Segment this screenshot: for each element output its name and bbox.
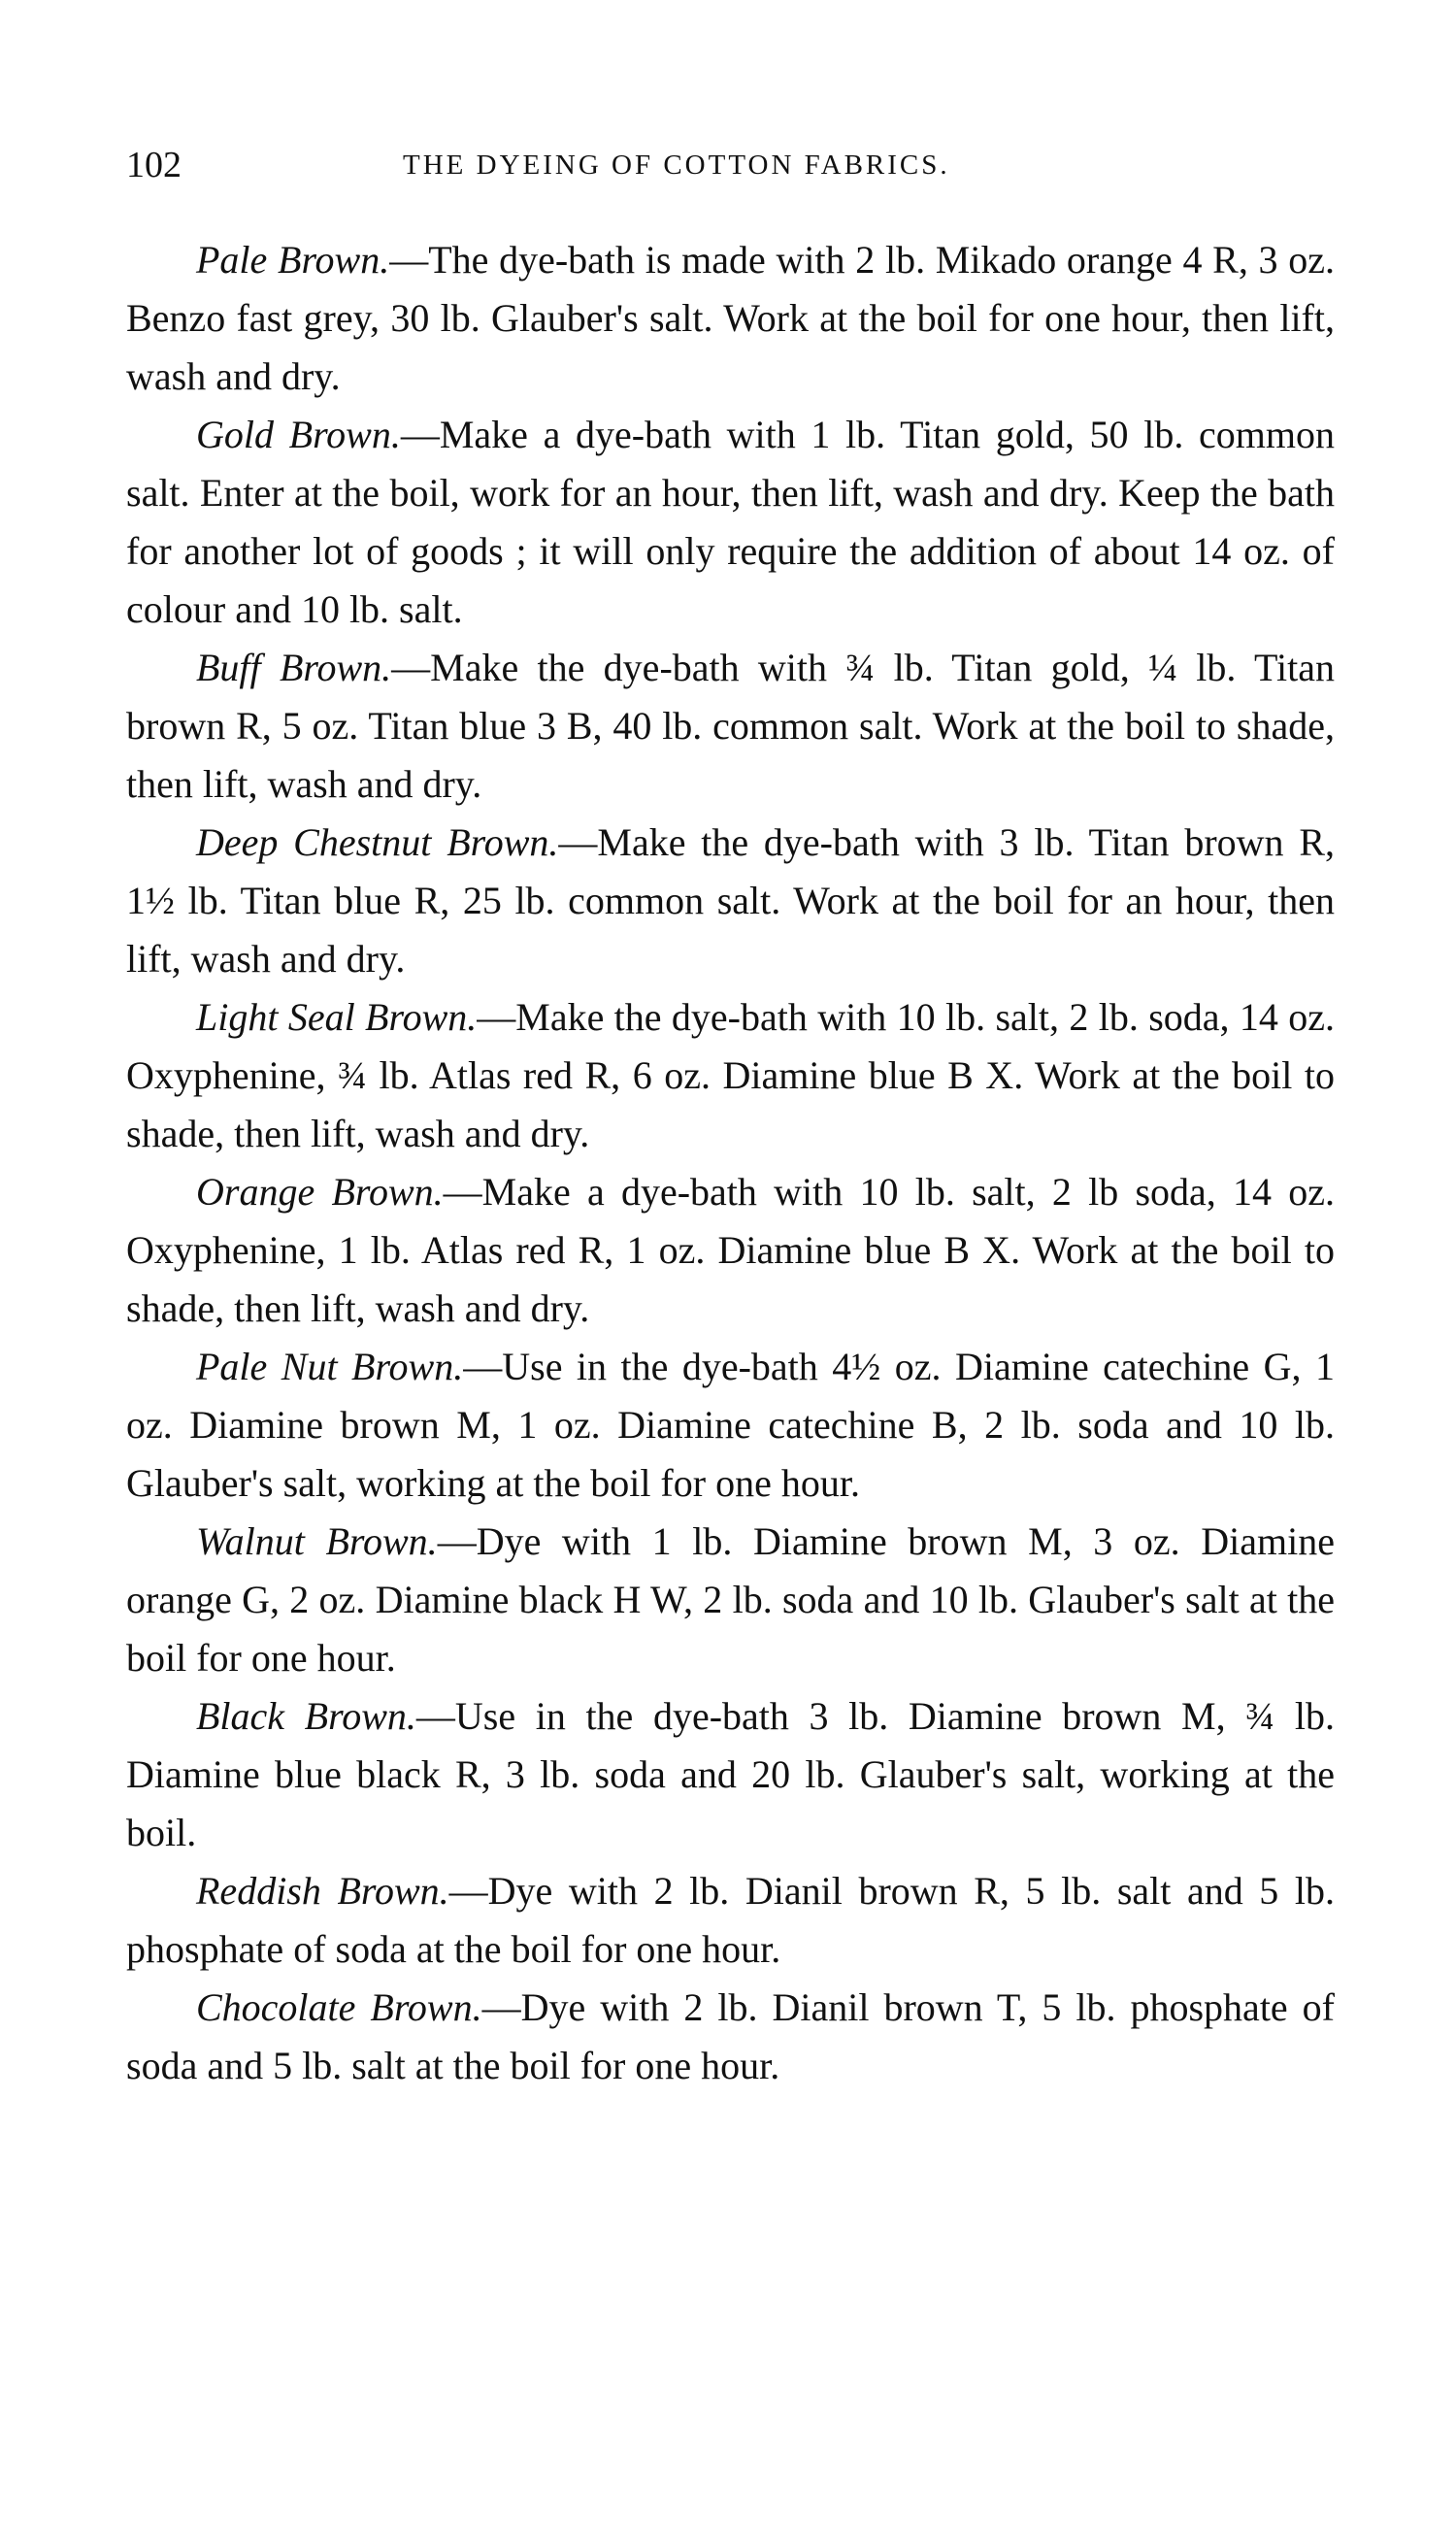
recipe-name: Light Seal Brown. xyxy=(196,995,478,1039)
running-title: THE DYEING OF COTTON FABRICS. xyxy=(403,150,950,181)
running-head xyxy=(126,136,1335,194)
recipe-name: Gold Brown. xyxy=(196,413,401,456)
recipe-name: Deep Chestnut Brown. xyxy=(196,820,559,864)
recipe-name: Walnut Brown. xyxy=(196,1519,438,1563)
recipe-text: —Make the dye-bath with 10 lb. salt, 2 lb. soda, 14 oz. Oxyphenine, ¾ lb. Atlas red R, 6 oz. Diamine blue B X. Work at the boil to shade, then lift, wash and dry. xyxy=(126,995,1335,1155)
recipe-text: —Dye with 1 lb. Diamine brown M, 3 oz. Diamine orange G, 2 oz. Diamine black H W, 2 lb. soda and 10 lb. Glauber's salt at the boil for one hour. xyxy=(126,1519,1335,1680)
recipe-buff-brown xyxy=(126,639,1335,814)
recipe-text: —Make the dye-bath with ¾ lb. Titan gold, ¼ lb. Titan brown R, 5 oz. Titan blue 3 B, 40 lb. common salt. Work at the boil to shade, then lift, wash and dry. xyxy=(126,646,1336,806)
recipe-name: Pale Nut Brown. xyxy=(196,1345,464,1388)
recipe-orange-brown xyxy=(126,1163,1335,1338)
recipe-light-seal-brown xyxy=(126,988,1335,1163)
recipe-name: Chocolate Brown. xyxy=(196,1985,482,2029)
recipe-name: Pale Brown. xyxy=(196,238,390,282)
recipe-name: Orange Brown. xyxy=(196,1170,444,1214)
recipe-text: —Dye with 2 lb. Dianil brown T, 5 lb. phosphate of soda and 5 lb. salt at the boil for one hour. xyxy=(126,1985,1335,2087)
recipe-name: Reddish Brown. xyxy=(196,1869,449,1913)
recipe-chocolate-brown xyxy=(126,1979,1335,2095)
recipe-walnut-brown xyxy=(126,1513,1335,1687)
book-page xyxy=(126,136,1335,2095)
recipe-text: —Use in the dye-bath 3 lb. Diamine brown M, ¾ lb. Diamine blue black R, 3 lb. soda and 20 lb. Glauber's salt, working at the boil. xyxy=(126,1694,1335,1854)
recipe-name: Buff Brown. xyxy=(196,646,392,689)
recipe-black-brown xyxy=(126,1687,1335,1862)
recipe-text: —Use in the dye-bath 4½ oz. Diamine catechine G, 1 oz. Diamine brown M, 1 oz. Diamine catechine B, 2 lb. soda and 10 lb. Glauber's salt, working at the boil for one hour. xyxy=(126,1345,1336,1505)
recipe-text: —Make the dye-bath with 3 lb. Titan brown R, 1½ lb. Titan blue R, 25 lb. common salt. Work at the boil for an hour, then lift, wash and dry. xyxy=(126,820,1335,981)
recipe-text: —Make a dye-bath with 1 lb. Titan gold, 50 lb. common salt. Enter at the boil, work for an hour, then lift, wash and dry. Keep the bath for another lot of goods ; it will only require the addition of about 14 oz. of colour and 10 lb. salt. xyxy=(126,413,1335,631)
recipe-name: Black Brown. xyxy=(196,1694,416,1738)
recipe-text: —Dye with 2 lb. Dianil brown R, 5 lb. salt and 5 lb. phosphate of soda at the boil for one hour. xyxy=(126,1869,1335,1971)
recipe-reddish-brown xyxy=(126,1862,1335,1979)
recipe-text: —Make a dye-bath with 10 lb. salt, 2 lb soda, 14 oz. Oxyphenine, 1 lb. Atlas red R, 1 oz. Diamine blue B X. Work at the boil to shade, then lift, wash and dry. xyxy=(126,1170,1335,1330)
recipe-pale-brown xyxy=(126,231,1335,406)
recipe-deep-chestnut-brown xyxy=(126,814,1335,988)
page-number: 102 xyxy=(126,145,182,185)
recipe-gold-brown xyxy=(126,406,1335,639)
recipe-text: —The dye-bath is made with 2 lb. Mikado orange 4 R, 3 oz. Benzo fast grey, 30 lb. Glauber's salt. Work at the boil for one hour, then lift, wash and dry. xyxy=(126,238,1335,398)
recipe-pale-nut-brown xyxy=(126,1338,1335,1513)
